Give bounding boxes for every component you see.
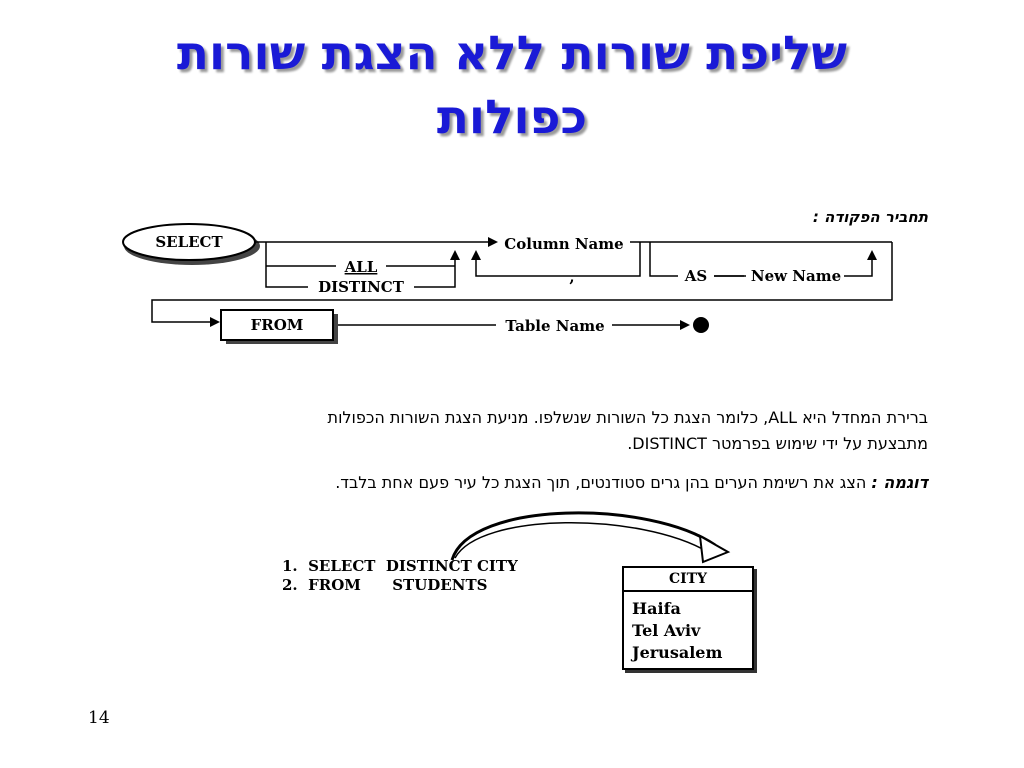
explanation-line-2: מתבצעת על ידי שימוש בפרמטר DISTINCT. [627, 434, 928, 453]
result-table [622, 566, 754, 670]
title-line-2: כפולות [436, 90, 588, 145]
comma-label: , [569, 268, 575, 286]
code-line-2: 2. FROM STUDENTS [282, 576, 488, 594]
example-arrowhead [700, 536, 728, 562]
all-label: ALL [344, 258, 378, 276]
result-row: Tel Aviv [632, 621, 701, 640]
explanation-line-1: ברירת המחדל היא ALL, כלומר הצגת כל השורות שנשלפו. מניעת הצגת השורות הכפולות [327, 408, 928, 427]
example-label: דוגמה : [871, 473, 928, 492]
slide-number: 14 [88, 708, 110, 728]
title-line-1: שליפת שורות ללא הצגת שורות [176, 26, 848, 81]
syntax-heading: תחביר הפקודה : [812, 208, 928, 226]
explanation [96, 405, 928, 457]
result-row: Haifa [632, 599, 681, 618]
from-keyword: FROM [250, 316, 304, 334]
result-row: Jerusalem [632, 643, 723, 662]
example-text: הצג את רשימת הערים בהן גרים סטודנטים, תוך הצגת כל עיר פעם אחת בלבד. [335, 473, 867, 492]
code-line-1: 1. SELECT DISTINCT CITY [282, 557, 518, 575]
example-arrow [452, 513, 715, 560]
column-name-label: Column Name [504, 235, 624, 253]
as-label: AS [684, 267, 708, 285]
new-name-label: New Name [750, 267, 842, 285]
end-dot [693, 317, 709, 333]
result-header: CITY [624, 568, 752, 592]
distinct-label: DISTINCT [318, 278, 404, 296]
select-keyword: SELECT [155, 233, 223, 251]
table-name-label: Table Name [505, 317, 605, 335]
example-line [96, 470, 928, 496]
